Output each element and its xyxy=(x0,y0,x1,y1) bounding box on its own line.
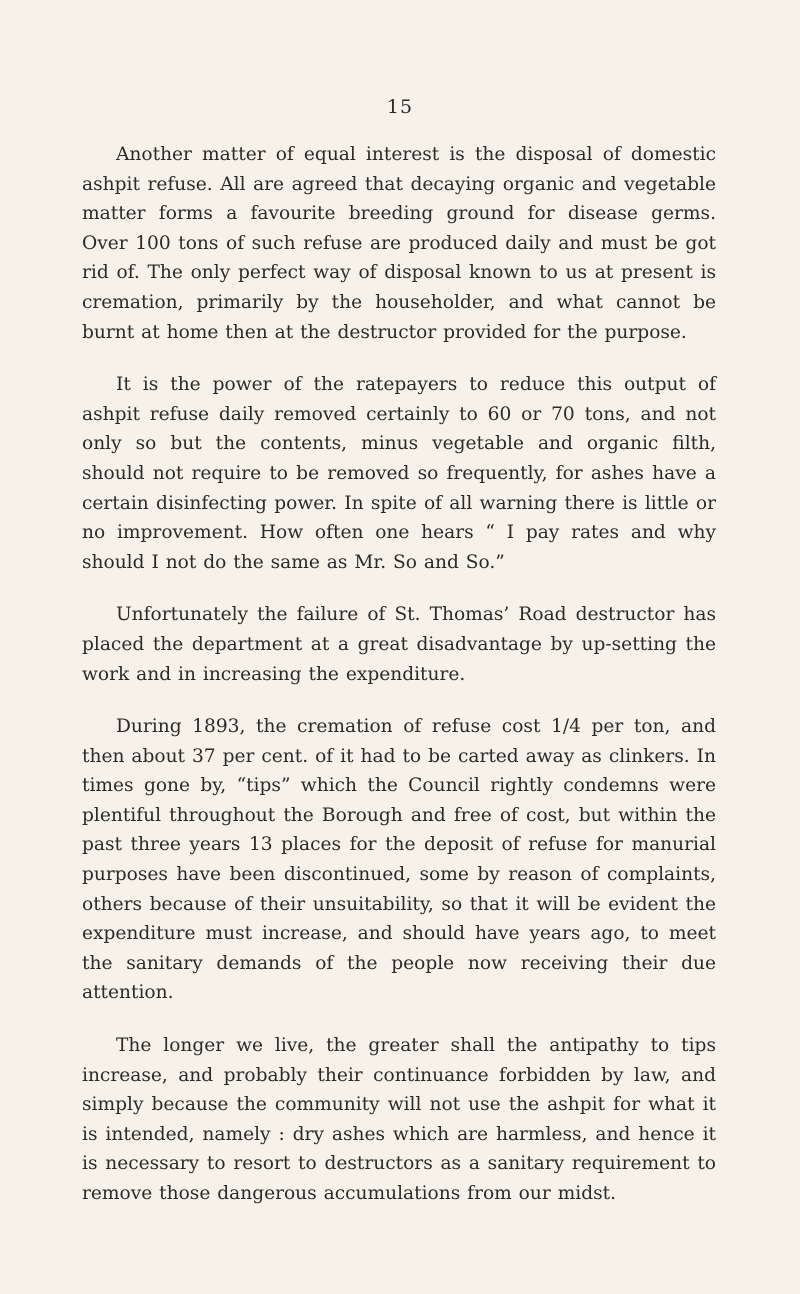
body-text xyxy=(82,140,716,1232)
paragraph-destructor-failure: Unfortunately the failure of St. Thomas’ Road destructor has placed the department at a great disadvantage by up-setting the work and in increasing the expenditure. xyxy=(82,604,716,685)
paragraph-cremation-cost: During 1893, the cremation of refuse cost 1/4 per ton, and then about 37 per cent. of it had to be carted away as clinkers. In times gone by, “tips” which the Council rightly condemns were plentiful throughout the Borough and free of cost, but within the past three years 13 places for the deposit of refuse for manurial purposes have been discontinued, some by reason of complaints, others because of their unsuitability, so that it will be evident the expenditure must increase, and should have years ago, to meet the sanitary demands of the people now receiving their due attention. xyxy=(82,716,716,1004)
page-number: 15 xyxy=(386,96,414,118)
paragraph-domestic-refuse: Another matter of equal interest is the disposal of domestic ashpit refuse. All are agreed that decaying organic and vegetable matter forms a favourite breeding ground for disease germs. Over 100 tons of such refuse are produced daily and must be got rid of. The only perfect way of disposal known to us at present is cremation, primarily by the householder, and what cannot be burnt at home then at the destructor provided for the purpose. xyxy=(82,144,716,343)
paragraph-tips-antipathy: The longer we live, the greater shall the antipathy to tips increase, and probably their continuance forbidden by law, and simply because the community will not use the ashpit for what it is intended, namely : dry ashes which are harmless, and hence it is necessary to resort to destructors as a sanitary requirement to remove those dangerous accumulations from our midst. xyxy=(82,1035,716,1204)
paragraph-ratepayers: It is the power of the ratepayers to reduce this output of ashpit refuse daily removed certainly to 60 or 70 tons, and not only so but the contents, minus vegetable and organic filth, should not require to be removed so frequently, for ashes have a certain disinfecting power. In spite of all warning there is little or no improvement. How often one hears “ I pay rates and why should I not do the same as Mr. So and So.” xyxy=(82,374,716,573)
